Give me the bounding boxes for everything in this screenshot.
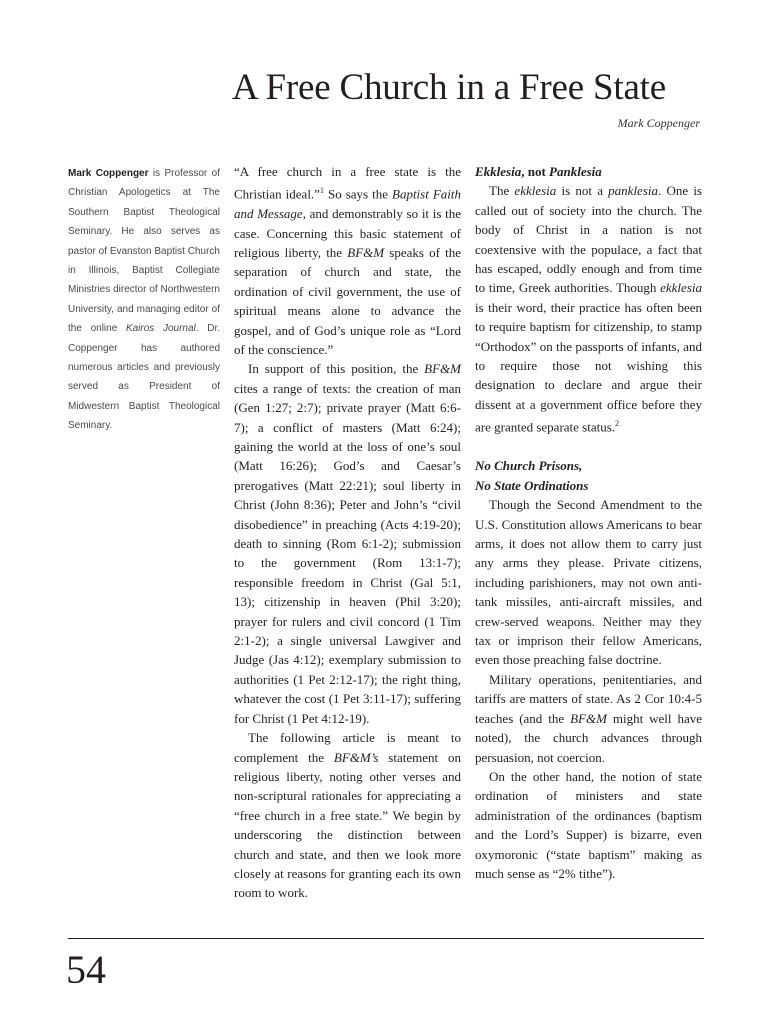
text-run: speaks of the separation of church and state, the ordination of civil government, the use of spiritual means alone to advance the gospel, and of God’s unique role as “Lord of the conscience.”: [234, 244, 462, 357]
paragraph: [234, 728, 461, 903]
heading-term: Panklesia: [549, 164, 602, 179]
term-panklesia: panklesia: [608, 183, 658, 199]
section-heading: [475, 456, 702, 495]
abbr-bfm: BF&M: [570, 710, 607, 726]
section-heading: [475, 162, 702, 181]
text-run: . One is called out of society into the church. The body of Christ in a nation is not coextensive with the populace, a fact that has escaped, oddly enough and from time to time, Greek authorities. Though: [475, 183, 702, 296]
article-title: A Free Church in a Free State: [232, 67, 666, 108]
footnote-ref: 2: [615, 419, 620, 429]
footer-rule: [68, 938, 704, 939]
paragraph: [234, 359, 461, 728]
text-run: So says the: [323, 186, 392, 202]
text-run: is their word, their practice has often been to require baptism for citizenship, to stamp “Orthodox” on the passports of infants, and to require those not wishing this designation to declare and argue their dissent at a government office before they are granted separate status.: [475, 299, 702, 435]
abbr-bfm: BF&M’s: [333, 749, 379, 765]
bio-text: is Professor of Christian Apologetics at The Southern Baptist Theological Seminary. He also serves as pastor of Evanston Baptist Church in Illinois, Baptist Collegiate Ministries director of Northwestern University, and managing editor of the online: [68, 168, 220, 335]
text-run: cites a range of texts: the creation of man (Gen 1:27; 2:7); private prayer (Matt 6:6-7); a conflict of masters (Matt 6:24); gaining the world at the loss of one’s soul (Matt 16:26); God’s and Caesar’s prerogatives (Matt 22:21); soul liberty in Christ (John 8:36); Peter and John’s “civil disobedience” in preaching (Acts 4:19-20); death to sinning (Rom 6:1-2); submission to the government (Rom 13:1-7); responsible freedom in Christ (Gal 5:1, 13); citizenship in heaven (Phil 3:20); prayer for rulers and civil concord (1 Tim 2:1-2); a single universal Lawgiver and Judge (Jas 4:12); exemplary submission to authorities (1 Pet 2:12-17); the right thing, whatever the cost (1 Pet 3:11-17); suffering for Christ (1 Pet 4:12-19).: [234, 380, 461, 726]
bio-journal-name: Kairos Journal: [125, 323, 196, 335]
abbr-bfm: BF&M: [347, 244, 385, 260]
text-run: In support of this position, the: [248, 361, 425, 377]
text-run: statement on religious liberty, noting other verses and non-scriptural rationales for appreciating a “free church in a free state.” We begin by underscoring the distinction between church and state, and then we look more closely at reasons for granting each its own room to work.: [234, 749, 461, 901]
abbr-bfm: BF&M: [424, 361, 461, 377]
book-title: Baptist Faith and Message: [234, 186, 462, 222]
heading-text: No State Ordinations: [475, 477, 589, 493]
heading-text: , not: [521, 164, 550, 179]
author-byline: Mark Coppenger: [617, 116, 700, 130]
text-run: might well have noted), the church advances through persuasion, not coercion.: [475, 710, 702, 765]
bio-author-name: Mark Coppenger: [68, 168, 149, 179]
paragraph: On the other hand, the notion of state ordination of ministers and state administration of the ordinances (baptism and the Lord’s Supper) is bizarre, even oxymoronic (“state baptism” making as much sense as “2% tithe”).: [475, 768, 702, 881]
term-ekklesia: ekklesia: [660, 280, 702, 296]
paragraph: [475, 670, 702, 767]
paragraph: Though the Second Amendment to the U.S. Constitution allows Americans to bear arms, it does not allow them to carry just any arms they please. Private citizens, including parishioners, may not own anti-tank missiles, anti-aircraft missiles, and crew-served weapons. Neither may they tax or imprison their fellow Americans, even those preaching false doctrine.: [475, 497, 702, 668]
heading-text: No Church Prisons,: [475, 458, 583, 474]
text-run: Military operations, penitentiaries, and tariffs are matters of state. As 2 Cor 10:4-5 teaches (and the: [475, 671, 702, 726]
text-run: , and demonstrably so it is the case. Concerning this basic statement of religious liberty, the: [234, 206, 461, 260]
text-run: “A free church in a free state is the Christian ideal.”: [234, 164, 461, 202]
article-column-1: [234, 162, 461, 903]
author-bio: [68, 164, 220, 436]
paragraph: [234, 162, 461, 359]
text-run: is not a: [556, 183, 609, 199]
footnote-ref: 1: [319, 186, 324, 196]
heading-term: Ekklesia: [475, 164, 522, 179]
article-column-2: [475, 162, 702, 883]
page-number: 54: [66, 947, 106, 992]
term-ekklesia: ekklesia: [514, 183, 557, 199]
text-run: The following article is meant to complement the: [234, 730, 461, 765]
paragraph: [475, 181, 702, 437]
text-run: The: [489, 183, 515, 199]
bio-text: . Dr. Coppenger has authored numerous articles and previously served as President of Midwestern Baptist Theological Seminary.: [68, 323, 220, 432]
